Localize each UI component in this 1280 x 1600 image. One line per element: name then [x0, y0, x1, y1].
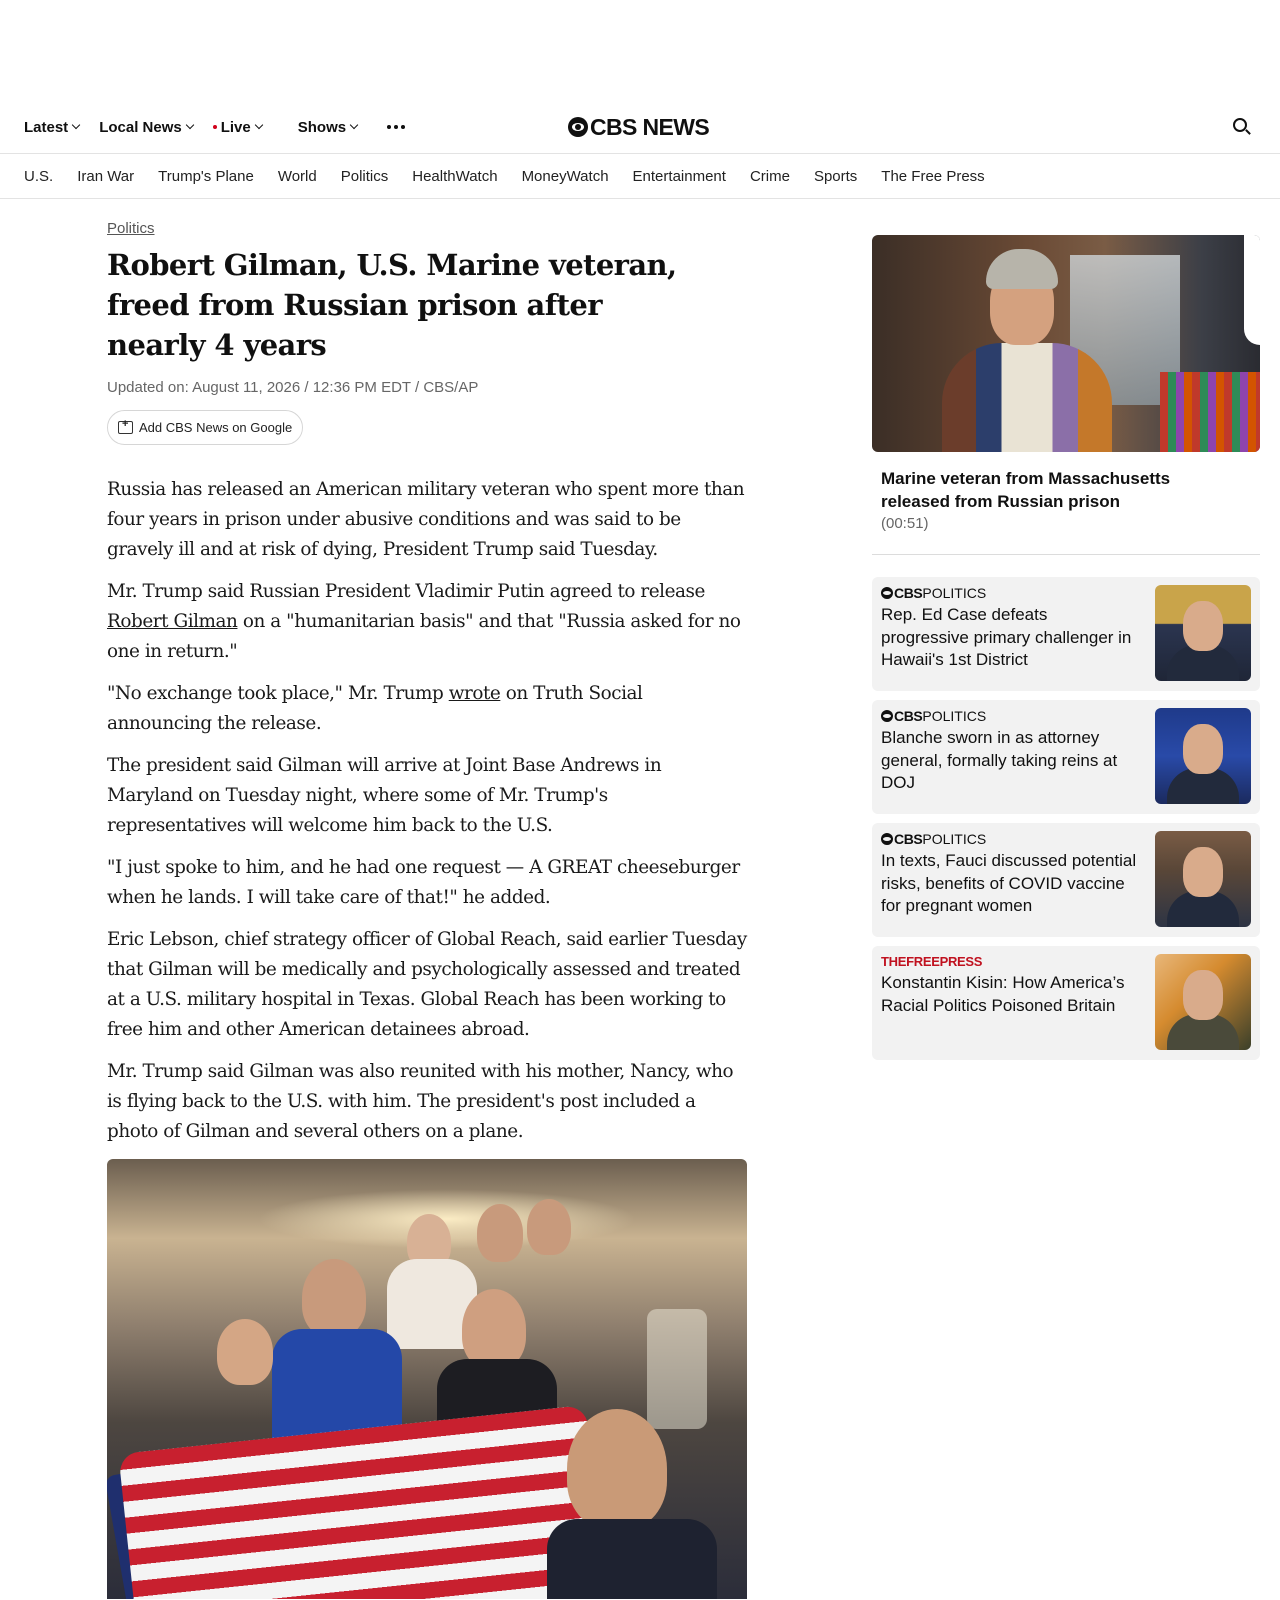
paragraph: Mr. Trump said Gilman was also reunited with his mother, Nancy, who is flying back to the U.S. with him. The president's post included a photo of Gilman and several others on a plane.	[107, 1061, 734, 1142]
paragraph: Mr. Trump said Russian President Vladimir Putin agreed to release Robert Gilman on a "humanitarian basis" and that "Russia asked for no one in return."	[107, 581, 741, 662]
section-crime[interactable]: Crime	[749, 168, 790, 185]
source-label: CBS POLITICS	[881, 831, 1139, 847]
nav-live[interactable]	[213, 119, 262, 136]
section-sports[interactable]: Sports	[813, 168, 858, 185]
section-entertainment[interactable]: Entertainment	[632, 168, 726, 185]
article-kicker[interactable]: Politics	[107, 220, 155, 237]
article-body	[107, 475, 747, 1147]
add-cbs-on-google-label: Add CBS News on Google	[139, 420, 293, 435]
article-headline: Robert Gilman, U.S. Marine veteran, freed from Russian prison after nearly 4 years	[107, 248, 677, 362]
story-headline: In texts, Fauci discussed potential risks, benefits of COVID vaccine for pregnant women	[881, 851, 1137, 915]
story-headline: Konstantin Kisin: How America’s Racial Politics Poisoned Britain	[881, 973, 1125, 1015]
story-card[interactable]	[872, 946, 1260, 1060]
nav-live-label: Live	[220, 118, 251, 136]
section-world[interactable]: World	[277, 168, 317, 185]
ad-space	[0, 0, 1280, 100]
cbs-eye-icon	[881, 833, 893, 845]
source-label: CBS POLITICS	[881, 585, 1139, 601]
chevron-down-icon	[254, 121, 262, 129]
section-the-free-press[interactable]: The Free Press	[881, 168, 985, 185]
source-label: CBS POLITICS	[881, 708, 1139, 724]
story-thumbnail	[1155, 708, 1251, 804]
chevron-down-icon	[185, 121, 193, 129]
story-thumbnail	[1155, 954, 1251, 1050]
cbs-news-logo[interactable]	[568, 100, 709, 154]
nav-shows-label: Shows	[297, 118, 347, 136]
cbs-eye-icon	[568, 117, 588, 137]
search-icon[interactable]	[1232, 117, 1252, 137]
story-thumbnail	[1155, 831, 1251, 927]
section-healthwatch[interactable]: HealthWatch	[412, 168, 498, 185]
section-iran-war[interactable]: Iran War	[77, 168, 135, 185]
primary-nav	[24, 100, 405, 154]
story-card[interactable]	[872, 577, 1260, 691]
chevron-down-icon	[72, 121, 80, 129]
nav-shows[interactable]	[298, 119, 357, 136]
chevron-down-icon	[350, 121, 358, 129]
article-photo[interactable]	[107, 1159, 747, 1599]
wrote-link[interactable]: wrote	[448, 683, 501, 704]
section-us[interactable]: U.S.	[24, 168, 54, 185]
cbs-eye-icon	[881, 710, 893, 722]
cbs-eye-icon	[881, 587, 893, 599]
paragraph: Eric Lebson, chief strategy officer of Global Reach, said earlier Tuesday that Gilman will be medically and psychologically assessed and treated at a U.S. military hospital in Texas. Global Reach has been working to free him and other American detainees abroad.	[107, 929, 747, 1040]
add-source-icon	[118, 421, 133, 434]
nav-latest-label: Latest	[24, 118, 69, 136]
live-dot-icon	[213, 125, 217, 129]
section-moneywatch[interactable]: MoneyWatch	[521, 168, 609, 185]
video-thumbnail[interactable]	[872, 235, 1260, 452]
source-label	[881, 954, 1139, 969]
logo-text: CBS NEWS	[590, 113, 710, 140]
section-trumps-plane[interactable]: Trump's Plane	[158, 168, 254, 185]
nav-local-news-label: Local News	[99, 118, 182, 136]
story-card[interactable]	[872, 700, 1260, 814]
section-nav	[0, 155, 1280, 199]
nav-local-news[interactable]	[99, 119, 193, 136]
add-cbs-on-google-button[interactable]	[107, 410, 303, 445]
story-card[interactable]	[872, 823, 1260, 937]
sidebar	[872, 235, 1260, 1069]
paragraph: The president said Gilman will arrive at Joint Base Andrews in Maryland on Tuesday night, where some of Mr. Trump's representatives will welcome him back to the U.S.	[107, 755, 662, 836]
article-byline: Updated on: August 11, 2026 / 12:36 PM EDT / CBS/AP	[107, 379, 479, 396]
section-politics[interactable]: Politics	[340, 168, 389, 185]
paragraph: "No exchange took place," Mr. Trump wrote on Truth Social announcing the release.	[107, 683, 643, 734]
robert-gilman-link[interactable]: Robert Gilman	[107, 611, 238, 632]
more-menu-icon[interactable]	[387, 125, 405, 129]
paragraph: Russia has released an American military veteran who spent more than four years in prison under abusive conditions and was said to be gravely ill and at risk of dying, President Trump said Tuesday.	[107, 479, 745, 560]
story-headline: Rep. Ed Case defeats progressive primary challenger in Hawaii's 1st District	[881, 605, 1132, 669]
related-stories	[872, 577, 1260, 1060]
divider	[872, 554, 1260, 555]
free-press-logo: THEFREEPRESS	[881, 954, 983, 969]
video-duration: (00:51)	[881, 515, 929, 532]
article	[107, 220, 747, 1599]
story-thumbnail	[1155, 585, 1251, 681]
story-headline: Blanche sworn in as attorney general, formally taking reins at DOJ	[881, 728, 1118, 792]
top-navigation	[0, 100, 1280, 154]
paragraph: "I just spoke to him, and he had one request — A GREAT cheeseburger when he lands. I will take care of that!" he added.	[107, 857, 740, 908]
nav-latest[interactable]	[24, 119, 79, 136]
video-title[interactable]: Marine veteran from Massachusetts released from Russian prison	[881, 469, 1171, 511]
